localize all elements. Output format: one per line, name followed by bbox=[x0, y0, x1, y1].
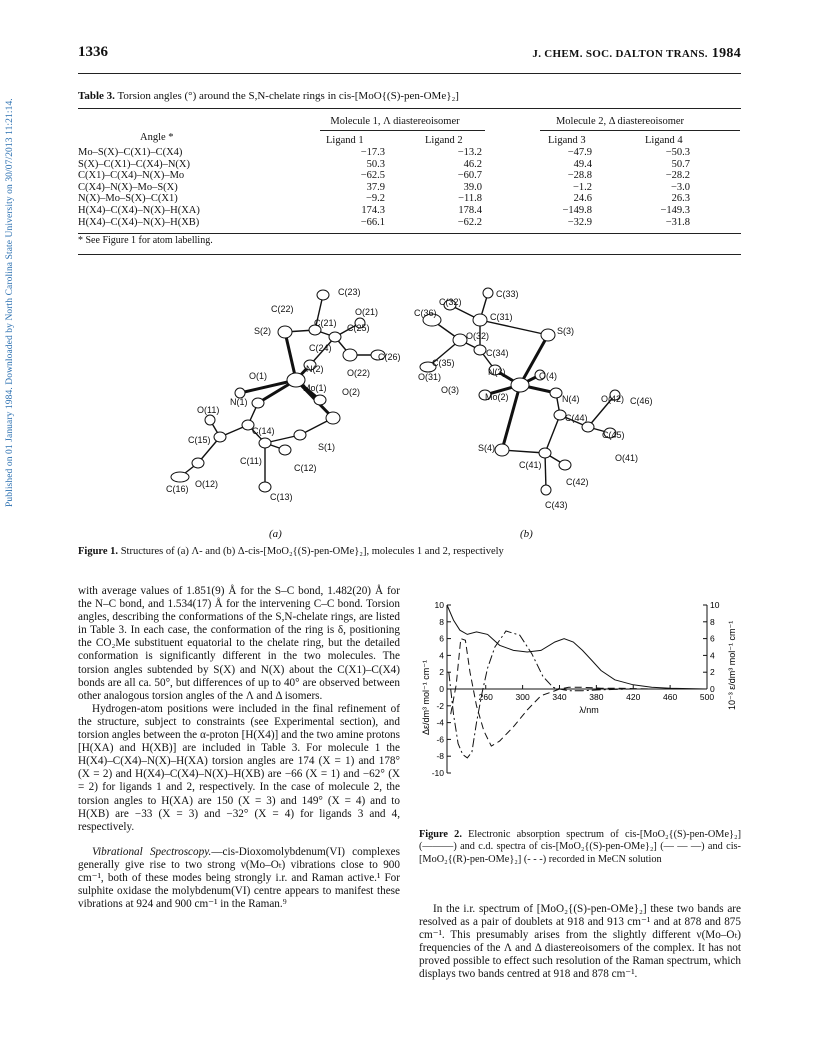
atom-label: C(21) bbox=[314, 318, 337, 328]
ligand-header-2: Ligand 2 bbox=[425, 135, 463, 146]
torsion-value-ligand-2: 39.0 bbox=[463, 181, 482, 193]
atom-label: S(2) bbox=[254, 326, 272, 336]
atom-label: C(22) bbox=[271, 304, 294, 314]
torsion-row-label: C(X4)–N(X)–Mo–S(X) bbox=[78, 181, 178, 193]
atom-label: C(26) bbox=[378, 352, 401, 362]
torsion-value-ligand-3: −32.9 bbox=[567, 216, 592, 228]
x-axis-label: λ/nm bbox=[579, 705, 599, 715]
atom-label: C(41) bbox=[519, 460, 542, 470]
atom-label: C(16) bbox=[166, 484, 189, 494]
torsion-value-ligand-2: 46.2 bbox=[463, 158, 482, 170]
torsion-value-ligand-1: −62.5 bbox=[360, 170, 385, 182]
torsion-row-label: Mo–S(X)–C(X1)–C(X4) bbox=[78, 147, 183, 158]
group-rule-1 bbox=[320, 130, 485, 131]
y2-tick-label: 2 bbox=[710, 667, 715, 678]
x-tick-label: 420 bbox=[626, 692, 641, 702]
group-header-molecule-2: Molecule 2, Δ diastereoisomer bbox=[555, 116, 685, 127]
angle-column-header: Angle * bbox=[140, 132, 174, 143]
y-tick-label: 4 bbox=[439, 650, 444, 661]
left-axis-label: Δε/dm³ mol⁻¹ cm⁻¹ bbox=[421, 659, 431, 735]
y2-tick-label: 0 bbox=[710, 684, 715, 694]
vibrational-heading: Vibrational Spectroscopy. bbox=[92, 845, 212, 858]
y-tick-label: 10 bbox=[434, 600, 444, 610]
torsion-value-ligand-1: 37.9 bbox=[366, 181, 385, 193]
atom-label: O(11) bbox=[197, 405, 220, 415]
torsion-value-ligand-1: −17.3 bbox=[360, 147, 385, 158]
atom-label: C(24) bbox=[309, 343, 332, 353]
atom-label: C(42) bbox=[566, 477, 589, 487]
torsion-value-ligand-4: −28.2 bbox=[665, 170, 690, 182]
atom-label: C(34) bbox=[486, 348, 509, 358]
atom-label: C(31) bbox=[490, 312, 513, 322]
left-column-text bbox=[78, 585, 400, 911]
x-tick-label: 340 bbox=[552, 692, 567, 702]
figure1-caption-text: Structures of (a) Λ- and (b) Δ-cis-[MoO₂{(S)-pen-OMe}₂], molecules 1 and 2, respectively bbox=[120, 546, 504, 557]
right-column-text bbox=[419, 903, 741, 982]
torsion-value-ligand-2: −13.2 bbox=[457, 147, 482, 158]
ligand-header-3: Ligand 3 bbox=[548, 135, 586, 146]
paragraph-ir-spectrum: In the i.r. spectrum of [MoO₂{(S)-pen-OMe}₂] these two bands are resolved as a pair of doublets at 918 and 913 cm⁻¹ and at 878 and 875 cm⁻¹. This presumably arises from the slightly different ν(Mo–Oₜ) frequencies of the Λ and Δ diastereoisomers of the complex. It has not proved possible to effect such resolution of the Raman spectrum, which displays two bands centred at 918 and 878 cm⁻¹. bbox=[419, 903, 741, 981]
torsion-value-ligand-4: −31.8 bbox=[665, 216, 690, 228]
torsion-value-ligand-4: −3.0 bbox=[670, 181, 690, 193]
journal-year: 1984 bbox=[711, 46, 741, 61]
atom-label: O(21) bbox=[355, 307, 379, 317]
atom-label: S(3) bbox=[557, 326, 575, 336]
x-tick-label: 300 bbox=[515, 692, 530, 702]
atom-label: N(4) bbox=[562, 394, 580, 404]
atom-label: O(22) bbox=[347, 368, 371, 378]
atom-label: C(44) bbox=[565, 413, 588, 423]
paragraph-bond-lengths: with average values of 1.851(9) Å for the S–C bond, 1.482(20) Å for the N–C bond, and 1.534(17) Å for the intervening C–C bond. Torsion angles, describing the conformations of the S,N-chelate rings, are listed in Table 3. In each case, the conformation of the ring is δ, positioning the CO₂Me substituent equatorial to the chelate ring, but the detailed conformation is significantly different in the two molecules. The torsion angles subtended by S(X) and N(X) about the C(X1)–C(X4) bonds are all ca. 50°, but differences of up to 40° are observed between other analogous torsion angles of the Λ and Δ isomers. bbox=[78, 585, 400, 702]
torsion-value-ligand-3: −28.8 bbox=[567, 170, 592, 182]
atom-label: O(41) bbox=[615, 453, 639, 463]
atom-label: C(15) bbox=[188, 435, 211, 445]
y-tick-label: -6 bbox=[436, 734, 444, 745]
atom-label: N(2) bbox=[306, 364, 324, 374]
y-tick-label: 6 bbox=[439, 633, 444, 644]
torsion-value-ligand-2: 178.4 bbox=[458, 205, 482, 216]
table-top-rule bbox=[78, 108, 741, 109]
torsion-row-label: N(X)–Mo–S(X)–C(X1) bbox=[78, 193, 178, 205]
table-bottom-rule bbox=[78, 233, 741, 234]
atom-label: O(4) bbox=[539, 371, 557, 381]
atom-label: C(14) bbox=[252, 426, 275, 436]
figure1-caption bbox=[78, 546, 504, 557]
atom-label: C(43) bbox=[545, 500, 568, 510]
torsion-row-label: C(X1)–C(X4)–N(X)–Mo bbox=[78, 170, 185, 182]
y2-tick-label: 4 bbox=[710, 650, 715, 661]
atom-label: C(13) bbox=[270, 492, 293, 502]
atom-label: C(36) bbox=[414, 308, 437, 318]
atom-label: C(23) bbox=[338, 287, 361, 297]
atom-label: O(42) bbox=[601, 394, 625, 404]
torsion-row-label: H(X4)–C(X4)–N(X)–H(XA) bbox=[78, 205, 200, 216]
vibrational-text: —cis-Dioxomolybdenum(VI) complexes generally give rise to two strong ν(Mo–Oₜ) vibrations close to 900 cm⁻¹, both of these modes being strongly i.r. and Raman active.¹ For sulphite oxidase the molybdenum(VI) centre appears to manifest these vibrations at 924 and 900 cm⁻¹ in the Raman.⁹ bbox=[78, 845, 400, 911]
panel-a-label: (a) bbox=[269, 528, 282, 540]
torsion-value-ligand-4: −149.3 bbox=[660, 205, 690, 216]
y2-tick-label: 8 bbox=[710, 616, 715, 627]
figure2-caption-text: Electronic absorption spectrum of cis-[MoO₂{(S)-pen-OMe}₂] (———) and c.d. spectra of cis-[MoO₂{(S)-pen-OMe}₂] (— — —) and cis-[MoO₂{(R)-pen-OMe}₂] (- - -) recorded in MeCN solution bbox=[419, 829, 741, 865]
y2-tick-label: 10 bbox=[710, 600, 720, 610]
atom-label: C(11) bbox=[240, 456, 262, 466]
y-tick-label: 2 bbox=[439, 667, 444, 678]
torsion-value-ligand-3: −1.2 bbox=[572, 181, 592, 193]
page-number: 1336 bbox=[78, 44, 108, 60]
atom-label: N(3) bbox=[488, 367, 506, 377]
atom-label: O(3) bbox=[441, 385, 459, 395]
atom-label: O(2) bbox=[342, 387, 360, 397]
torsion-value-ligand-3: −47.9 bbox=[567, 147, 592, 158]
y-tick-label: -10 bbox=[431, 768, 444, 778]
x-tick-label: 380 bbox=[589, 692, 604, 702]
y-tick-label: -8 bbox=[436, 751, 444, 762]
torsion-value-ligand-4: 50.7 bbox=[671, 158, 690, 170]
figure1-caption-label: Figure 1. bbox=[78, 546, 119, 557]
group-rule-2 bbox=[540, 130, 740, 131]
journal-header bbox=[532, 46, 741, 62]
atom-label: C(33) bbox=[496, 289, 519, 299]
torsion-value-ligand-4: −50.3 bbox=[665, 147, 690, 158]
atom-label: O(1) bbox=[249, 371, 267, 381]
atom-label: O(32) bbox=[466, 331, 490, 341]
panel-b-label: (b) bbox=[520, 528, 533, 540]
figure2-caption bbox=[419, 829, 741, 866]
y-tick-label: -2 bbox=[436, 700, 444, 711]
table-label: Table 3. bbox=[78, 90, 115, 102]
atom-label: Mo(1) bbox=[303, 383, 327, 393]
torsion-row-label: S(X)–C(X1)–C(X4)–N(X) bbox=[78, 158, 190, 170]
torsion-value-ligand-3: 24.6 bbox=[573, 193, 592, 205]
ligand-header-1: Ligand 1 bbox=[326, 135, 364, 146]
atom-label: O(31) bbox=[418, 372, 442, 382]
atom-label: C(45) bbox=[602, 430, 625, 440]
torsion-value-ligand-2: −62.2 bbox=[457, 216, 482, 228]
atom-label: C(32) bbox=[439, 297, 462, 307]
header-rule bbox=[78, 73, 741, 74]
figure2-spectrum-chart bbox=[417, 593, 743, 801]
atom-label: N(1) bbox=[230, 397, 248, 407]
publication-side-note: Published on 01 January 1984. Downloaded by North Carolina State University on 30/07/2013 11:21:14. bbox=[5, 98, 15, 507]
torsion-value-ligand-4: 26.3 bbox=[671, 193, 690, 205]
right-axis-label: 10⁻³ ε/dm³ mol⁻¹ cm⁻¹ bbox=[727, 620, 737, 710]
journal-name: J. CHEM. SOC. DALTON TRANS. bbox=[532, 48, 708, 60]
group-header-molecule-1: Molecule 1, Λ diastereoisomer bbox=[330, 116, 460, 127]
torsion-value-ligand-1: −66.1 bbox=[360, 216, 385, 228]
table-footnote: * See Figure 1 for atom labelling. bbox=[78, 235, 213, 246]
x-tick-label: 500 bbox=[699, 692, 715, 702]
atom-label: C(35) bbox=[432, 358, 455, 368]
table-end-rule bbox=[78, 254, 741, 255]
atom-label: S(4) bbox=[478, 443, 496, 453]
torsion-value-ligand-1: −9.2 bbox=[365, 193, 385, 205]
torsion-value-ligand-2: −11.8 bbox=[458, 193, 482, 205]
table-caption bbox=[78, 90, 459, 102]
torsion-value-ligand-1: 174.3 bbox=[361, 205, 385, 216]
y-tick-label: -4 bbox=[436, 717, 444, 728]
torsion-value-ligand-1: 50.3 bbox=[366, 158, 385, 170]
atom-label: Mo(2) bbox=[485, 392, 509, 402]
torsion-row-label: H(X4)–C(X4)–N(X)–H(XB) bbox=[78, 216, 200, 228]
x-tick-label: 260 bbox=[478, 692, 493, 702]
atom-label: S(1) bbox=[318, 442, 336, 452]
paragraph-vibrational bbox=[78, 846, 400, 911]
torsion-value-ligand-3: 49.4 bbox=[573, 158, 592, 170]
atom-label: C(12) bbox=[294, 463, 317, 473]
x-tick-label: 460 bbox=[663, 692, 678, 702]
atom-label: O(12) bbox=[195, 479, 219, 489]
paragraph-hydrogen: Hydrogen-atom positions were included in the final refinement of the structure, subject to constraints (see Experimental section), and torsion angles between the α-proton [H(X4)] and the two amine protons [H(XA) and H(XB)] are included in Table 3. For molecule 1 the H(X4)–C(X4)–N(X)–H(XA) torsion angles are 174 (X = 1) and 178° (X = 2) and H(X4)–C(X4)–N(X)–H(XB) are −66 (X = 1) and −62° (X = 2) for ligands 1 and 2, respectively. In the case of molecule 2, the torsion angles to H(XA) are 150 (X = 3) and 149° (X = 4) and to H(XB) are −33 (X = 3) and −32° (X = 4) for ligands 3 and 4, respectively. bbox=[78, 702, 400, 833]
ligand-header-4: Ligand 4 bbox=[645, 135, 683, 146]
atom-label: C(46) bbox=[630, 396, 653, 406]
torsion-value-ligand-3: −149.8 bbox=[562, 205, 592, 216]
y-tick-label: 0 bbox=[439, 684, 444, 694]
table-caption-text: Torsion angles (°) around the S,N-chelate rings in cis-[MoO{(S)-pen-OMe}₂] bbox=[117, 90, 459, 102]
y-tick-label: 8 bbox=[439, 616, 444, 627]
atom-label: C(25) bbox=[347, 323, 370, 333]
torsion-value-ligand-2: −60.7 bbox=[457, 170, 482, 182]
y2-tick-label: 6 bbox=[710, 633, 715, 644]
figure2-caption-label: Figure 2. bbox=[419, 829, 462, 840]
